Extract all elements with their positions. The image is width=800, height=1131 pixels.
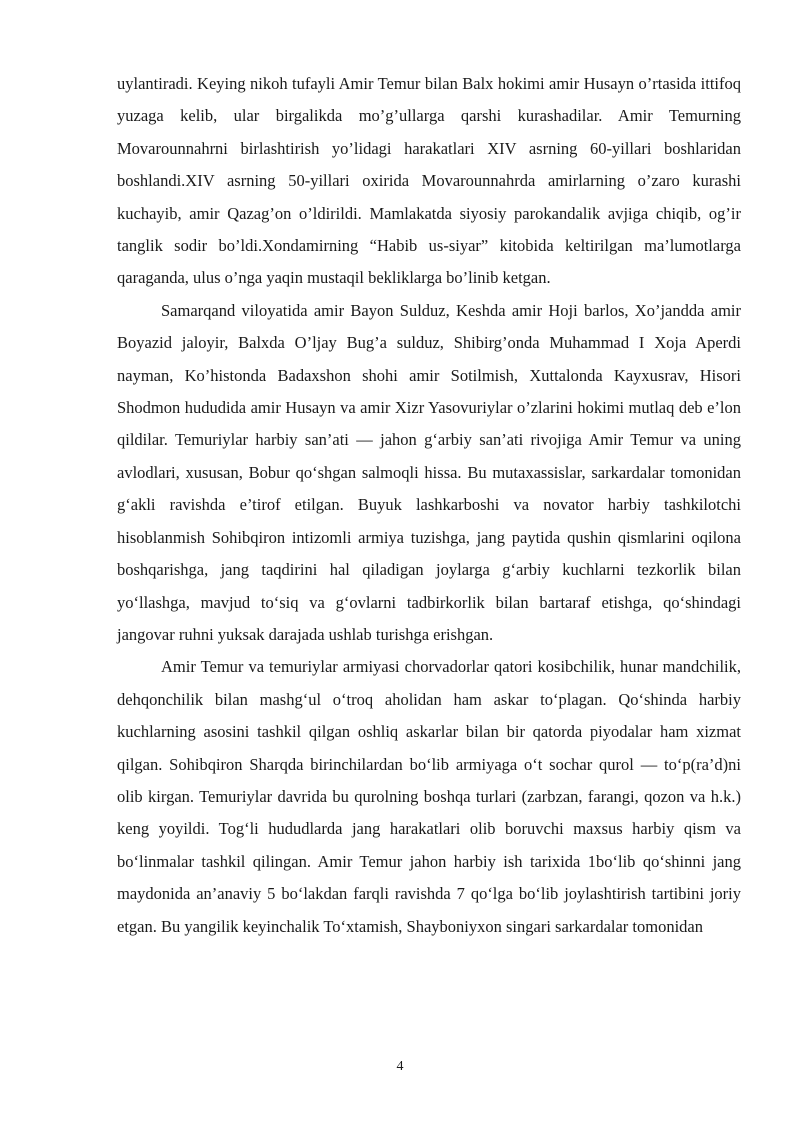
paragraph-3: Amir Temur va temuriylar armiyasi chorvadorlar qatori kosibchilik, hunar mandchilik, dehqonchilik bilan mashg‘ul o‘troq aholidan ham askar to‘plagan. Qo‘shinda harbiy kuchlarning asosini tashkil qilgan oshliq askarlar bilan bir qatorda piyodalar ham xizmat qilgan. Sohibqiron Sharqda birinchilardan bo‘lib armiyaga o‘t sochar qurol — to‘p(ra’d)ni olib kirgan. Temuriylar davrida bu qurolning boshqa turlari (zarbzan, farangi, qozon va h.k.) keng yoyildi. Tog‘li hududlarda jang harakatlari olib boruvchi maxsus harbiy qism va bo‘linmalar tashkil qilingan. Amir Temur jahon harbiy ish tarixida 1bo‘lib qo‘shinni jang maydonida an’anaviy 5 bo‘lakdan farqli ravishda 7 qo‘lga bo‘lib joylashtirish tartibini joriy etgan. Bu yangilik keyinchalik To‘xtamish, Shayboniyxon singari sarkardalar tomonidan	[117, 657, 741, 936]
document-body	[117, 68, 741, 943]
paragraph-2: Samarqand viloyatida amir Bayon Sulduz, Keshda amir Hoji barlos, Xo’jandda amir Boyazid jaloyir, Balxda O’ljay Bug’a sulduz, Shibirg’onda Muhammad I Xoja Aperdi nayman, Ko’histonda Badaxshon shohi amir Sotilmish, Xuttalonda Kayxusrav, Hisori Shodmon hududida amir Husayn va amir Xizr Yasovuriylar o’zlarini hokimi mutlaq deb e’lon qildilar. Temuriylar harbiy san’ati — jahon g‘arbiy san’ati rivojiga Amir Temur va uning avlodlari, xususan, Bobur qo‘shgan salmoqli hissa. Bu mutaxassislar, sarkardalar tomonidan g‘akli ravishda e’tirof etilgan. Buyuk lashkarboshi va novator harbiy tashkilotchi hisoblanmish Sohibqiron intizomli armiya tuzishga, jang paytida qushin qismlarini oqilona boshqarishga, jang taqdirini hal qiladigan joylarga g‘arbiy kuchlarni tezkorlik bilan yo‘llashga, mavjud to‘siq va g‘ovlarni tadbirkorlik bilan bartaraf etishga, qo‘shindagi jangovar ruhni yuksak darajada ushlab turishga erishgan.	[117, 300, 741, 644]
paragraph-1: uylantiradi. Keying nikoh tufayli Amir Temur bilan Balx hokimi amir Husayn o’rtasida ittifoq yuzaga kelib, ular birgalikda mo’g’ullarga qarshi kurashadilar. Amir Temurning Movarounnahrni birlashtirish yo’lidagi harakatlari XIV asrning 60-yillari boshlaridan boshlandi.XIV asrning 50-yillari oxirida Movarounnahrda amirlarning o’zaro kurashi kuchayib, amir Qazag’on o’ldirildi. Mamlakatda siyosiy parokandalik avjiga chiqib, og’ir tanglik sodir bo’ldi.Xondamirning “Habib us-siyar” kitobida keltirilgan ma’lumotlarga qaraganda, ulus o’nga yaqin mustaqil bekliklarga bo’linib ketgan.	[117, 74, 741, 288]
page-number: 4	[396, 1059, 404, 1074]
